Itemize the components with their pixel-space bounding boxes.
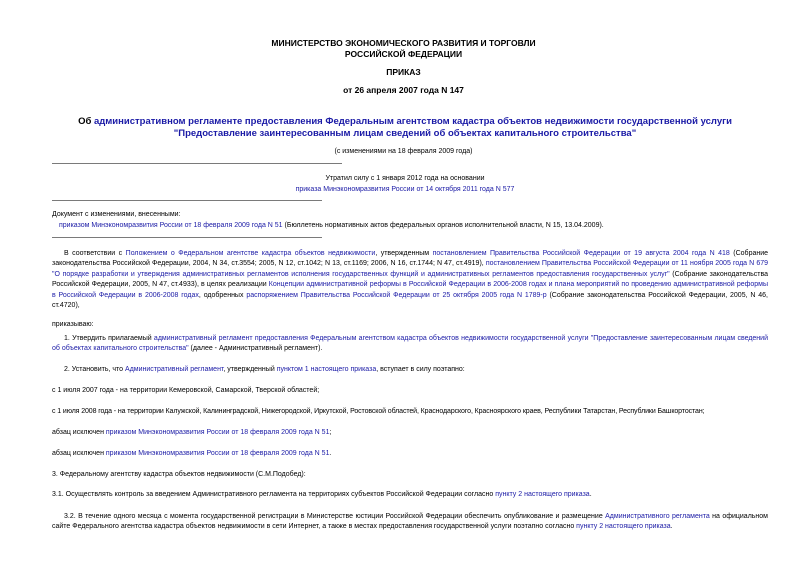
- title-prefix: Об: [78, 116, 94, 127]
- item-3-2-text: на официальном сайте Федерального агентства кадастра объектов недвижимости в сети Интернет, а также в местах предоставления государственной услуги поэтапно согласно: [52, 513, 768, 531]
- item-3-1-link[interactable]: пункту 2 настоящего приказа: [495, 491, 590, 498]
- divider: [52, 237, 322, 238]
- excluded-2-text: .: [329, 450, 332, 457]
- preamble-text: (Собрание законодательства Российской Федерации, 2004, N 34, ст.3554; 2005, N 12, ст.1042; N 13, ст.1169; 2006, N 16, ст.1744; N 47, ст.4919),: [52, 250, 769, 268]
- title-link[interactable]: административном регламенте предоставления Федеральным агентством кадастра объектов недвижимости государственной услуги "Предоставление заинтересованным лицам сведений об объектах капитального строительства": [93, 116, 732, 139]
- item-2-text: 2. Установить, что: [64, 366, 126, 373]
- item-3-2: [52, 512, 768, 533]
- preamble-link-decree-418[interactable]: постановлением Правительства Российской Федерации от 19 августа 2004 года N 418: [432, 250, 730, 257]
- changes-doc-label: Документ с изменениями, внесенными:: [52, 211, 181, 218]
- changes-doc-suffix: (Бюллетень нормативных актов федеральных органов исполнительной власти, N 15, 13.04.2009).: [282, 221, 604, 229]
- preamble-link-concept[interactable]: Концепции административной реформы в Российской Федерации в 2006-2008 годах и плана мероприятий по проведению административной реформы в Российской Федерации в 2006-2008 годах: [52, 281, 768, 299]
- item-3-1: [52, 491, 592, 498]
- excluded-1-text: абзац исключен: [52, 429, 106, 436]
- item-1-text: (далее - Административный регламент).: [188, 345, 323, 353]
- changes-doc-link[interactable]: приказом Минэкономразвития России от 18 февраля 2009 года N 51: [59, 221, 283, 229]
- stage-2: с 1 июля 2008 года - на территории Калужской, Калининградской, Нижегородской, Иркутской, Ростовской областей, Краснодарского, Красноярского краев, Республики Татарстан, Республики Башкортостан;: [52, 408, 705, 415]
- excluded-1: [52, 429, 331, 436]
- item-3-1-text: .: [589, 491, 592, 498]
- excluded-1-text: ;: [329, 429, 332, 436]
- changes-doc: [52, 210, 772, 231]
- excluded-2-text: абзац исключен: [52, 450, 106, 457]
- preamble-link-statute[interactable]: Положением о Федеральном агентстве кадастра объектов недвижимости: [125, 250, 376, 257]
- stage-1: с 1 июля 2007 года - на территории Кемеровской, Самарской, Тверской областей;: [52, 387, 320, 394]
- doc-type: ПРИКАЗ: [386, 67, 421, 77]
- item-3-2-text: 3.2. В течение одного месяца с момента государственной регистрации в Министерстве юстиции Российской Федерации обеспечить опубликование и размещение: [64, 513, 606, 520]
- item-2-link-point-1[interactable]: пунктом 1 настоящего приказа: [276, 366, 377, 373]
- excluded-2-link[interactable]: приказом Минэкономразвития России от 18 февраля 2009 года N 51: [105, 450, 330, 457]
- expired-link[interactable]: приказа Минэкономразвития России от 14 октября 2011 года N 577: [295, 185, 515, 193]
- item-1: [52, 334, 768, 355]
- preamble-text: , одобренных: [198, 291, 247, 299]
- item-3-2-text: .: [670, 523, 673, 531]
- expired-text: Утратил силу с 1 января 2012 года на основании: [325, 175, 485, 182]
- changes-doc-line: [52, 221, 772, 232]
- item-1-link[interactable]: административный регламент предоставления Федеральным агентством кадастра объектов недвижимости государственной услуги "Предоставление заинтересованным лицам сведений об объектах капитального строительства": [52, 335, 768, 353]
- item-2-link-regulation[interactable]: Административный регламент: [125, 366, 224, 373]
- preamble-link-order-1789[interactable]: распоряжением Правительства Российской Федерации от 25 октября 2005 года N 1789-р: [246, 291, 547, 299]
- excluded-2: [52, 450, 331, 457]
- item-2-text: , вступает в силу поэтапно:: [376, 366, 465, 373]
- item-3-2-link-regulation[interactable]: Административного регламента: [605, 513, 710, 520]
- preamble: [52, 249, 768, 311]
- item-3-1-text: 3.1. Осуществлять контроль за введением Административного регламента на территориях субъектов Российской Федерации согласно: [52, 491, 496, 498]
- preamble-text: В соответствии с: [64, 250, 126, 257]
- item-2-text: , утвержденный: [223, 366, 277, 373]
- ministry-line-2: РОССИЙСКОЙ ФЕДЕРАЦИИ: [344, 49, 463, 59]
- preamble-link-decree-679[interactable]: постановлением Правительства Российской Федерации от 11 ноября 2005 года N 679 "О порядке разработки и утверждения административных регламентов исполнения государственных функций и административных регламентов предоставления государственных услуг": [52, 260, 768, 278]
- changes-note: (с изменениями на 18 февраля 2009 года): [334, 148, 473, 155]
- item-3-2-link-point-2[interactable]: пункту 2 настоящего приказа: [576, 523, 671, 531]
- divider: [52, 163, 342, 164]
- expired-note: [250, 174, 560, 195]
- preamble-text: (Собрание законодательства Российской Федерации, 2005, N 47, ст.4933), в целях реализации: [52, 270, 768, 289]
- item-1-text: 1. Утвердить прилагаемый: [64, 335, 154, 342]
- doc-date-number: от 26 апреля 2007 года N 147: [343, 85, 464, 95]
- order-word: приказываю:: [52, 321, 94, 328]
- divider: [52, 200, 322, 201]
- item-3: 3. Федеральному агентству кадастра объектов недвижимости (С.М.Подобед):: [52, 471, 306, 478]
- item-2: [64, 366, 465, 373]
- preamble-text: (Собрание законодательства Российской Федерации, 2005, N 46, ст.4720),: [52, 291, 769, 310]
- ministry-line-1: МИНИСТЕРСТВО ЭКОНОМИЧЕСКОГО РАЗВИТИЯ И ТОРГОВЛИ: [271, 38, 536, 48]
- ministry-name: [0, 38, 807, 60]
- excluded-1-link[interactable]: приказом Минэкономразвития России от 18 февраля 2009 года N 51: [105, 429, 330, 436]
- doc-title: [50, 116, 760, 140]
- preamble-text: , утвержденным: [375, 250, 433, 257]
